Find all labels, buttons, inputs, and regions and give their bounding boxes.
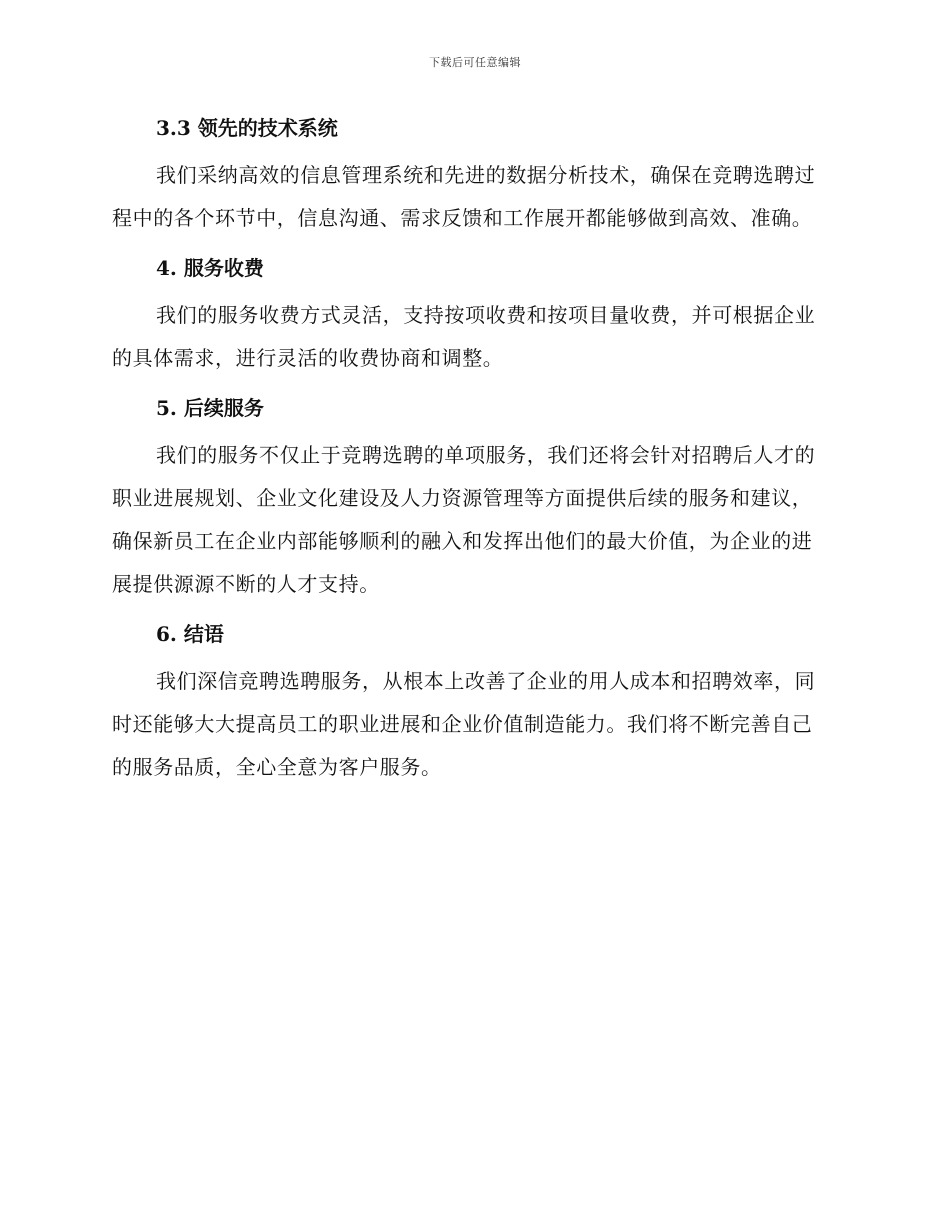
section-heading-service-fees: 4. 服务收费 [156,256,264,280]
section-heading-conclusion: 6. 结语 [156,622,224,646]
section-heading-tech-system: 3.3 领先的技术系统 [156,116,338,140]
section-paragraph-tech-system: 我们采纳高效的信息管理系统和先进的数据分析技术，确保在竞聘选聘过程中的各个环节中，信息沟通、需求反馈和工作展开都能够做到高效、准确。 [112,163,816,230]
section-paragraph-conclusion: 我们深信竞聘选聘服务，从根本上改善了企业的用人成本和招聘效率，同时还能够大大提高员工的职业进展和企业价值制造能力。我们将不断完善自己的服务品质，全心全意为客户服务。 [112,669,816,779]
section-paragraph-follow-up-service: 我们的服务不仅止于竞聘选聘的单项服务，我们还将会针对招聘后人才的职业进展规划、企业文化建设及人力资源管理等方面提供后续的服务和建议，确保新员工在企业内部能够顺利的融入和发挥出他们的最大价值，为企业的进展提供源源不断的人才支持。 [112,443,816,596]
section-heading-follow-up-service: 5. 后续服务 [156,396,264,420]
document-body [112,110,830,799]
section-paragraph-service-fees: 我们的服务收费方式灵活，支持按项收费和按项目量收费，并可根据企业的具体需求，进行灵活的收费协商和调整。 [112,303,816,370]
page-header: 下载后可任意编辑 [429,56,521,69]
